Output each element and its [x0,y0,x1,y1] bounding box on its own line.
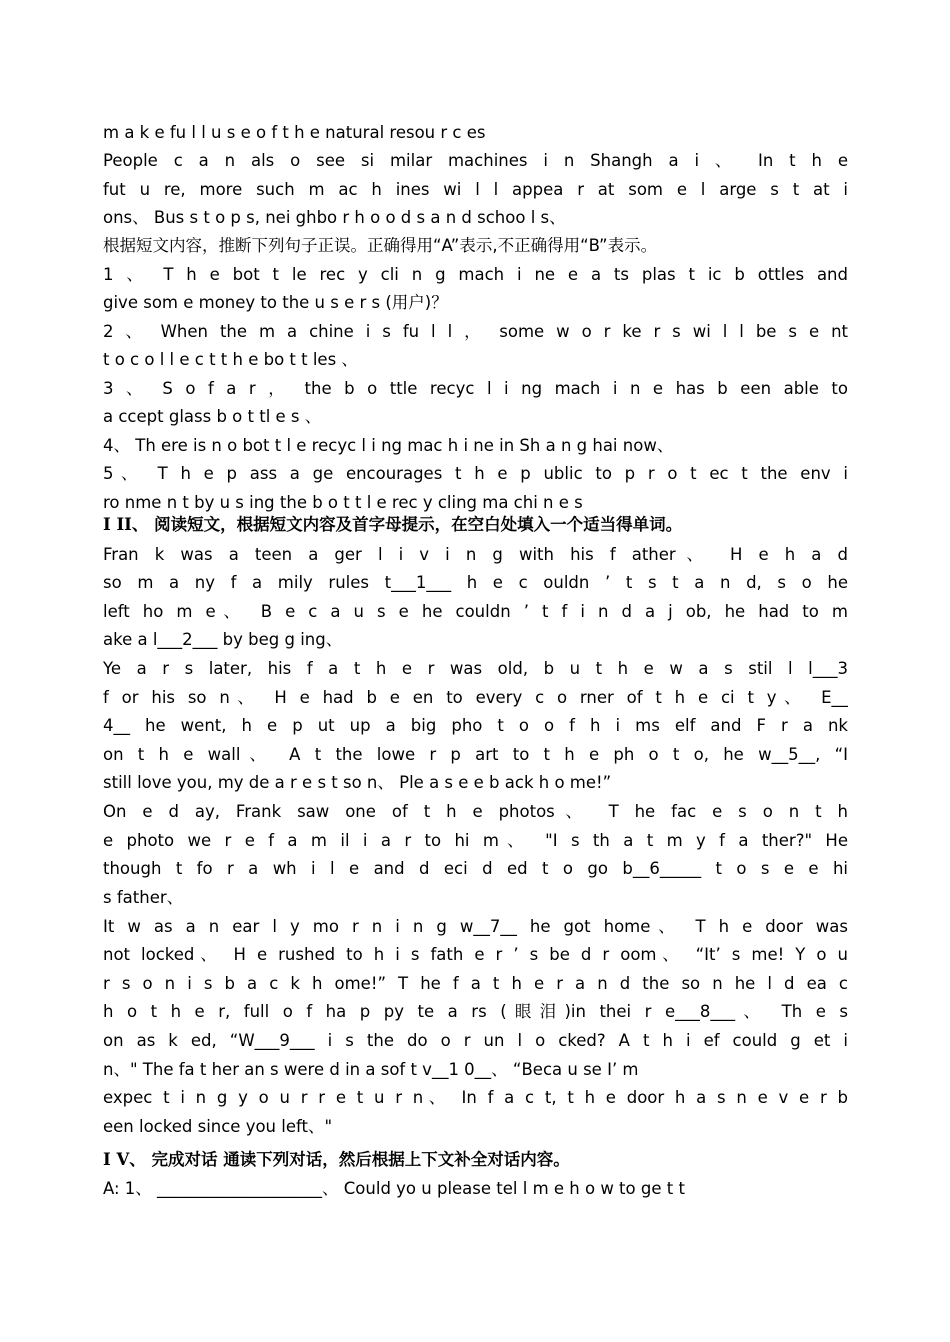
text-line: 4__ he went, h e p ut up a big pho t o o f h i ms elf and F r a nk [103,716,848,735]
text-line: m a k e fu l l u s e o f t h e natural resou r c es [103,123,486,142]
text-line: On e d ay, Frank saw one of t h e photos、 T he fac e s o n t h [103,802,848,821]
text-line: expec t i n g y o u r r e t u r n、 In f a c t, t h e door h a s n e v e r b [103,1088,848,1107]
text-line: h o t h e r, full o f ha p py te a rs (眼泪)in thei r e___8___、 Th e s [103,1002,848,1021]
text-line: Ye a r s later, his f a t h e r was old, b u t h e w a s stil l l___3 [103,659,848,678]
instruction-line: 根据短文内容，推断下列句子正误。正确得用“A”表示,不正确得用“B”表示。 [103,236,658,255]
text-line: s father、 [103,888,184,907]
text-line: though t fo r a wh i l e and d eci d ed t o go b__6_____ t o s e e hi [103,859,848,878]
text-line: give som e money to the u s e r s (用户)？ [103,293,448,312]
text-line: e photo we r e f a m il i a r to hi m、 "I s th a t m y f a ther?" He [103,831,848,850]
text-line: t o c o l l e c t t h e bo t t les 、 [103,350,358,369]
text-line: fut u re, more such m ac h ines wi l l appea r at som e l arge s t at i [103,180,848,199]
text-line: ro nme n t by u s ing the b o t t l e rec y cling ma chi n e s [103,493,583,512]
dialogue-line: A: 1、 ____________________、 Could yo u please tel l m e h o w to ge t t [103,1179,685,1198]
text-line: left ho m e、 B e c a u s e he couldn ’ t f i n d a j ob, he had to m [103,602,848,621]
statement-2: 2 、 When the m a chine i s fu l l ， some w o r ke r s wi l l be s e nt [103,322,848,341]
text-line: a ccept glass b o t tl e s 、 [103,407,322,426]
text-line: f or his so n、 H e had b e en to every c o rner of t h e ci t y、 E__ [103,688,848,707]
text-line: not locked、 H e rushed to h i s fath e r ’ s be d r oom、 “It’ s me! Y o u [103,945,848,964]
statement-3: 3 、 S o f a r ， the b o ttle recyc l i ng mach i n e has b een able to [103,379,848,398]
text-line: ake a l___2___ by beg g ing、 [103,630,343,649]
text-line: It w as a n ear l y mo r n i n g w__7__ he got home、 T h e door was [103,917,848,936]
text-line: r s o n i s b a c k h ome!” T he f a t h e r a n d the so n he l d ea c [103,974,848,993]
text-line: on as k ed, “W___9___ i s the do o r un l o cked? A t h i ef could g et i [103,1031,848,1050]
section-heading-iii: I II、 阅读短文，根据短文内容及首字母提示，在空白处填入一个适当得单词。 [103,515,683,534]
text-line: ons、 Bus s t o p s, nei ghbo r h o o d s a n d schoo l s、 [103,208,566,227]
text-line: still love you, my de a r e s t so n、 Ple a s e e b ack h o me!” [103,773,612,792]
text-line: n、" The fa t her an s were d in a sof t v__1 0__、 “Beca u se I’ m [103,1060,639,1079]
text-line: on t h e wall、 A t the lowe r p art to t h e ph o t o, he w__5__, “I [103,745,848,764]
statement-5: 5、 T h e p ass a ge encourages t h e p ublic to p r o t ec t the env i [103,464,848,483]
text-line: so m a ny f a mily rules t___1___ h e c ouldn ’ t s t a n d, s o he [103,573,848,592]
text-line: Fran k was a teen a ger l i v i n g with his f ather、 H e h a d [103,545,848,564]
section-heading-iv: I V、 完成对话 通读下列对话，然后根据上下文补全对话内容。 [103,1150,570,1169]
statement-4: 4、 Th ere is n o bot t l e recyc l i ng mac h i ne in Sh a n g hai now、 [103,436,674,455]
text-line: People c a n als o see si milar machines i n Shangh a i 、 In t h e [103,151,848,170]
statement-1: 1 、 T h e bot t le rec y cli n g mach i ne e a ts plas t ic b ottles and [103,265,848,284]
text-line: een locked since you left、" [103,1117,333,1136]
